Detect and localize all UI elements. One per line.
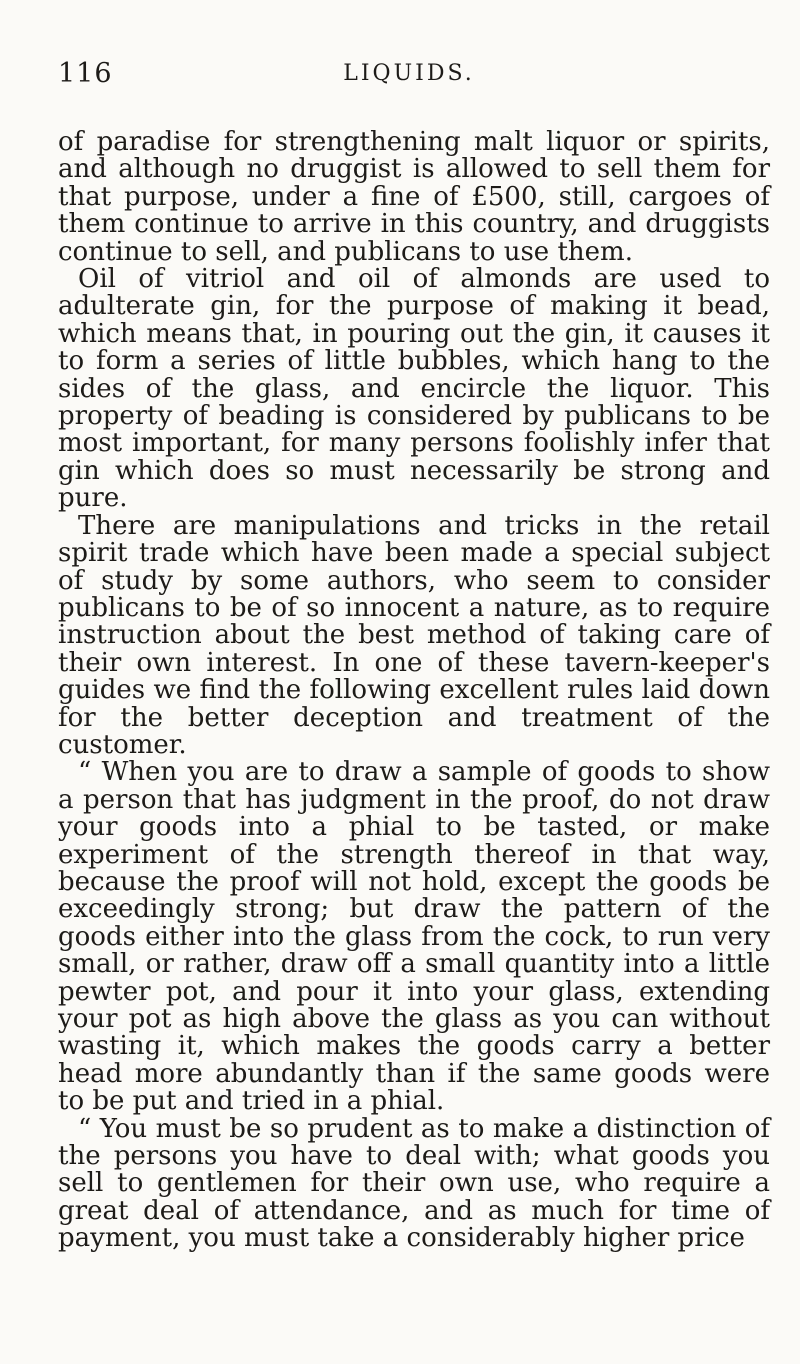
paragraph-3: There are manipulations and tricks in the retail spirit trade which have been made a special subject of study by some authors, who seem to consider publicans to be of so innocent a nature, as to require instruction about the best method of taking care of their own interest. In one of these tavern-keeper's guides we find the following excellent rules laid down for the better deception and treatment of the customer. (58, 510, 770, 760)
body-text (58, 129, 770, 1253)
paragraph-5: “ You must be so prudent as to make a distinction of the persons you have to deal with; what goods you sell to gentlemen for their own use, who require a great deal of attendance, and as much for time of payment, you must take a considerably higher price (58, 1113, 770, 1254)
paragraph-2: Oil of vitriol and oil of almonds are used to adulterate gin, for the purpose of making it bead, which means that, in pouring out the gin, it causes it to form a series of little bubbles, which hang to the sides of the glass, and encircle the liquor. This property of beading is considered by publicans to be most important, for many persons foolishly infer that gin which does so must necessarily be strong and pure. (58, 264, 770, 514)
paragraph-4: “ When you are to draw a sample of goods to show a person that has judgment in the proof, do not draw your goods into a phial to be tasted, or make experiment of the strength thereof in that way, because the proof will not hold, except the goods be exceedingly strong; but draw the pattern of the goods either into the glass from the cock, to run very small, or rather, draw off a small quantity into a little pewter pot, and pour it into your glass, extending your pot as high above the glass as you can without wasting it, which makes the goods carry a better head more abundantly than if the same goods were to be put and tried in a phial. (58, 757, 770, 1117)
running-title: LIQUIDS. (343, 61, 475, 86)
page-number: 116 (58, 58, 113, 89)
paragraph-1: of paradise for strengthening malt liquor or spirits, and although no druggist is allowed to sell them for that purpose, under a fine of £500, still, cargoes of them continue to arrive in this country, and druggists continue to sell, and publicans to use them. (58, 127, 770, 267)
running-head (58, 58, 760, 98)
